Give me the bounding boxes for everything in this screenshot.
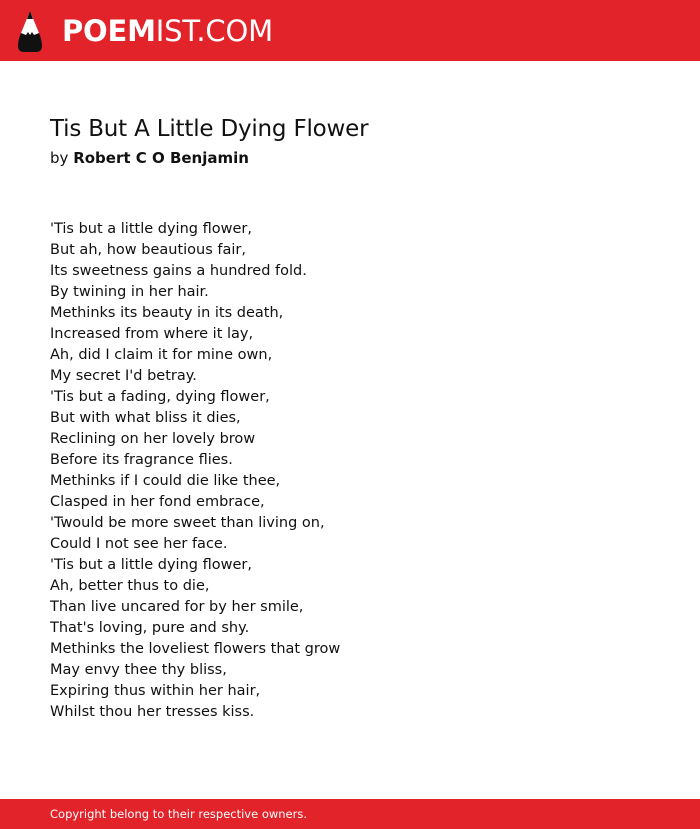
poem-line: By twining in her hair. [50,284,209,300]
poem-line: Methinks its beauty in its death, [50,305,284,321]
poem-line: Expiring thus within her hair, [50,683,261,699]
poem-line: 'Tis but a little dying flower, [50,557,252,573]
site-logo-text [62,13,273,48]
site-footer [0,799,700,829]
poem-line: Methinks the loveliest flowers that grow [50,641,341,657]
site-logo-link[interactable] [18,10,273,52]
poem-line: My secret I'd betray. [50,368,197,384]
poem-line: Could I not see her face. [50,536,228,552]
site-header [0,0,700,61]
poem-line: Than live uncared for by her smile, [50,599,304,615]
poem-line: Whilst thou her tresses kiss. [50,704,255,720]
poem-line: But ah, how beautious fair, [50,242,246,258]
poem-line: Before its fragrance flies. [50,452,233,468]
poem-line: Ah, better thus to die, [50,578,210,594]
logo-text-bold: POEM [62,13,156,48]
poem-line: Clasped in her fond embrace, [50,494,265,510]
poem-line: That's loving, pure and shy. [50,620,250,636]
poem-line: 'Tis but a little dying flower, [50,221,252,237]
poem-byline [50,149,249,167]
poem-line: Reclining on her lovely brow [50,431,256,447]
copyright-notice: Copyright belong to their respective owners. [50,807,308,821]
poem-line: 'Twould be more sweet than living on, [50,515,325,531]
poem-body [50,219,340,723]
byline-label: by [50,149,69,167]
pencil-tip-icon [18,11,42,52]
poem-line: Methinks if I could die like thee, [50,473,281,489]
poem-line: Increased from where it lay, [50,326,254,342]
poem-title: Tis But A Little Dying Flower [50,116,369,142]
poem-line: May envy thee thy bliss, [50,662,227,678]
poem-line: Its sweetness gains a hundred fold. [50,263,307,279]
poem-line: Ah, did I claim it for mine own, [50,347,273,363]
logo-text-light: IST.COM [155,13,273,48]
poem-line: 'Tis but a fading, dying flower, [50,389,270,405]
poem-line: But with what bliss it dies, [50,410,241,426]
poem-author: Robert C O Benjamin [73,149,249,167]
